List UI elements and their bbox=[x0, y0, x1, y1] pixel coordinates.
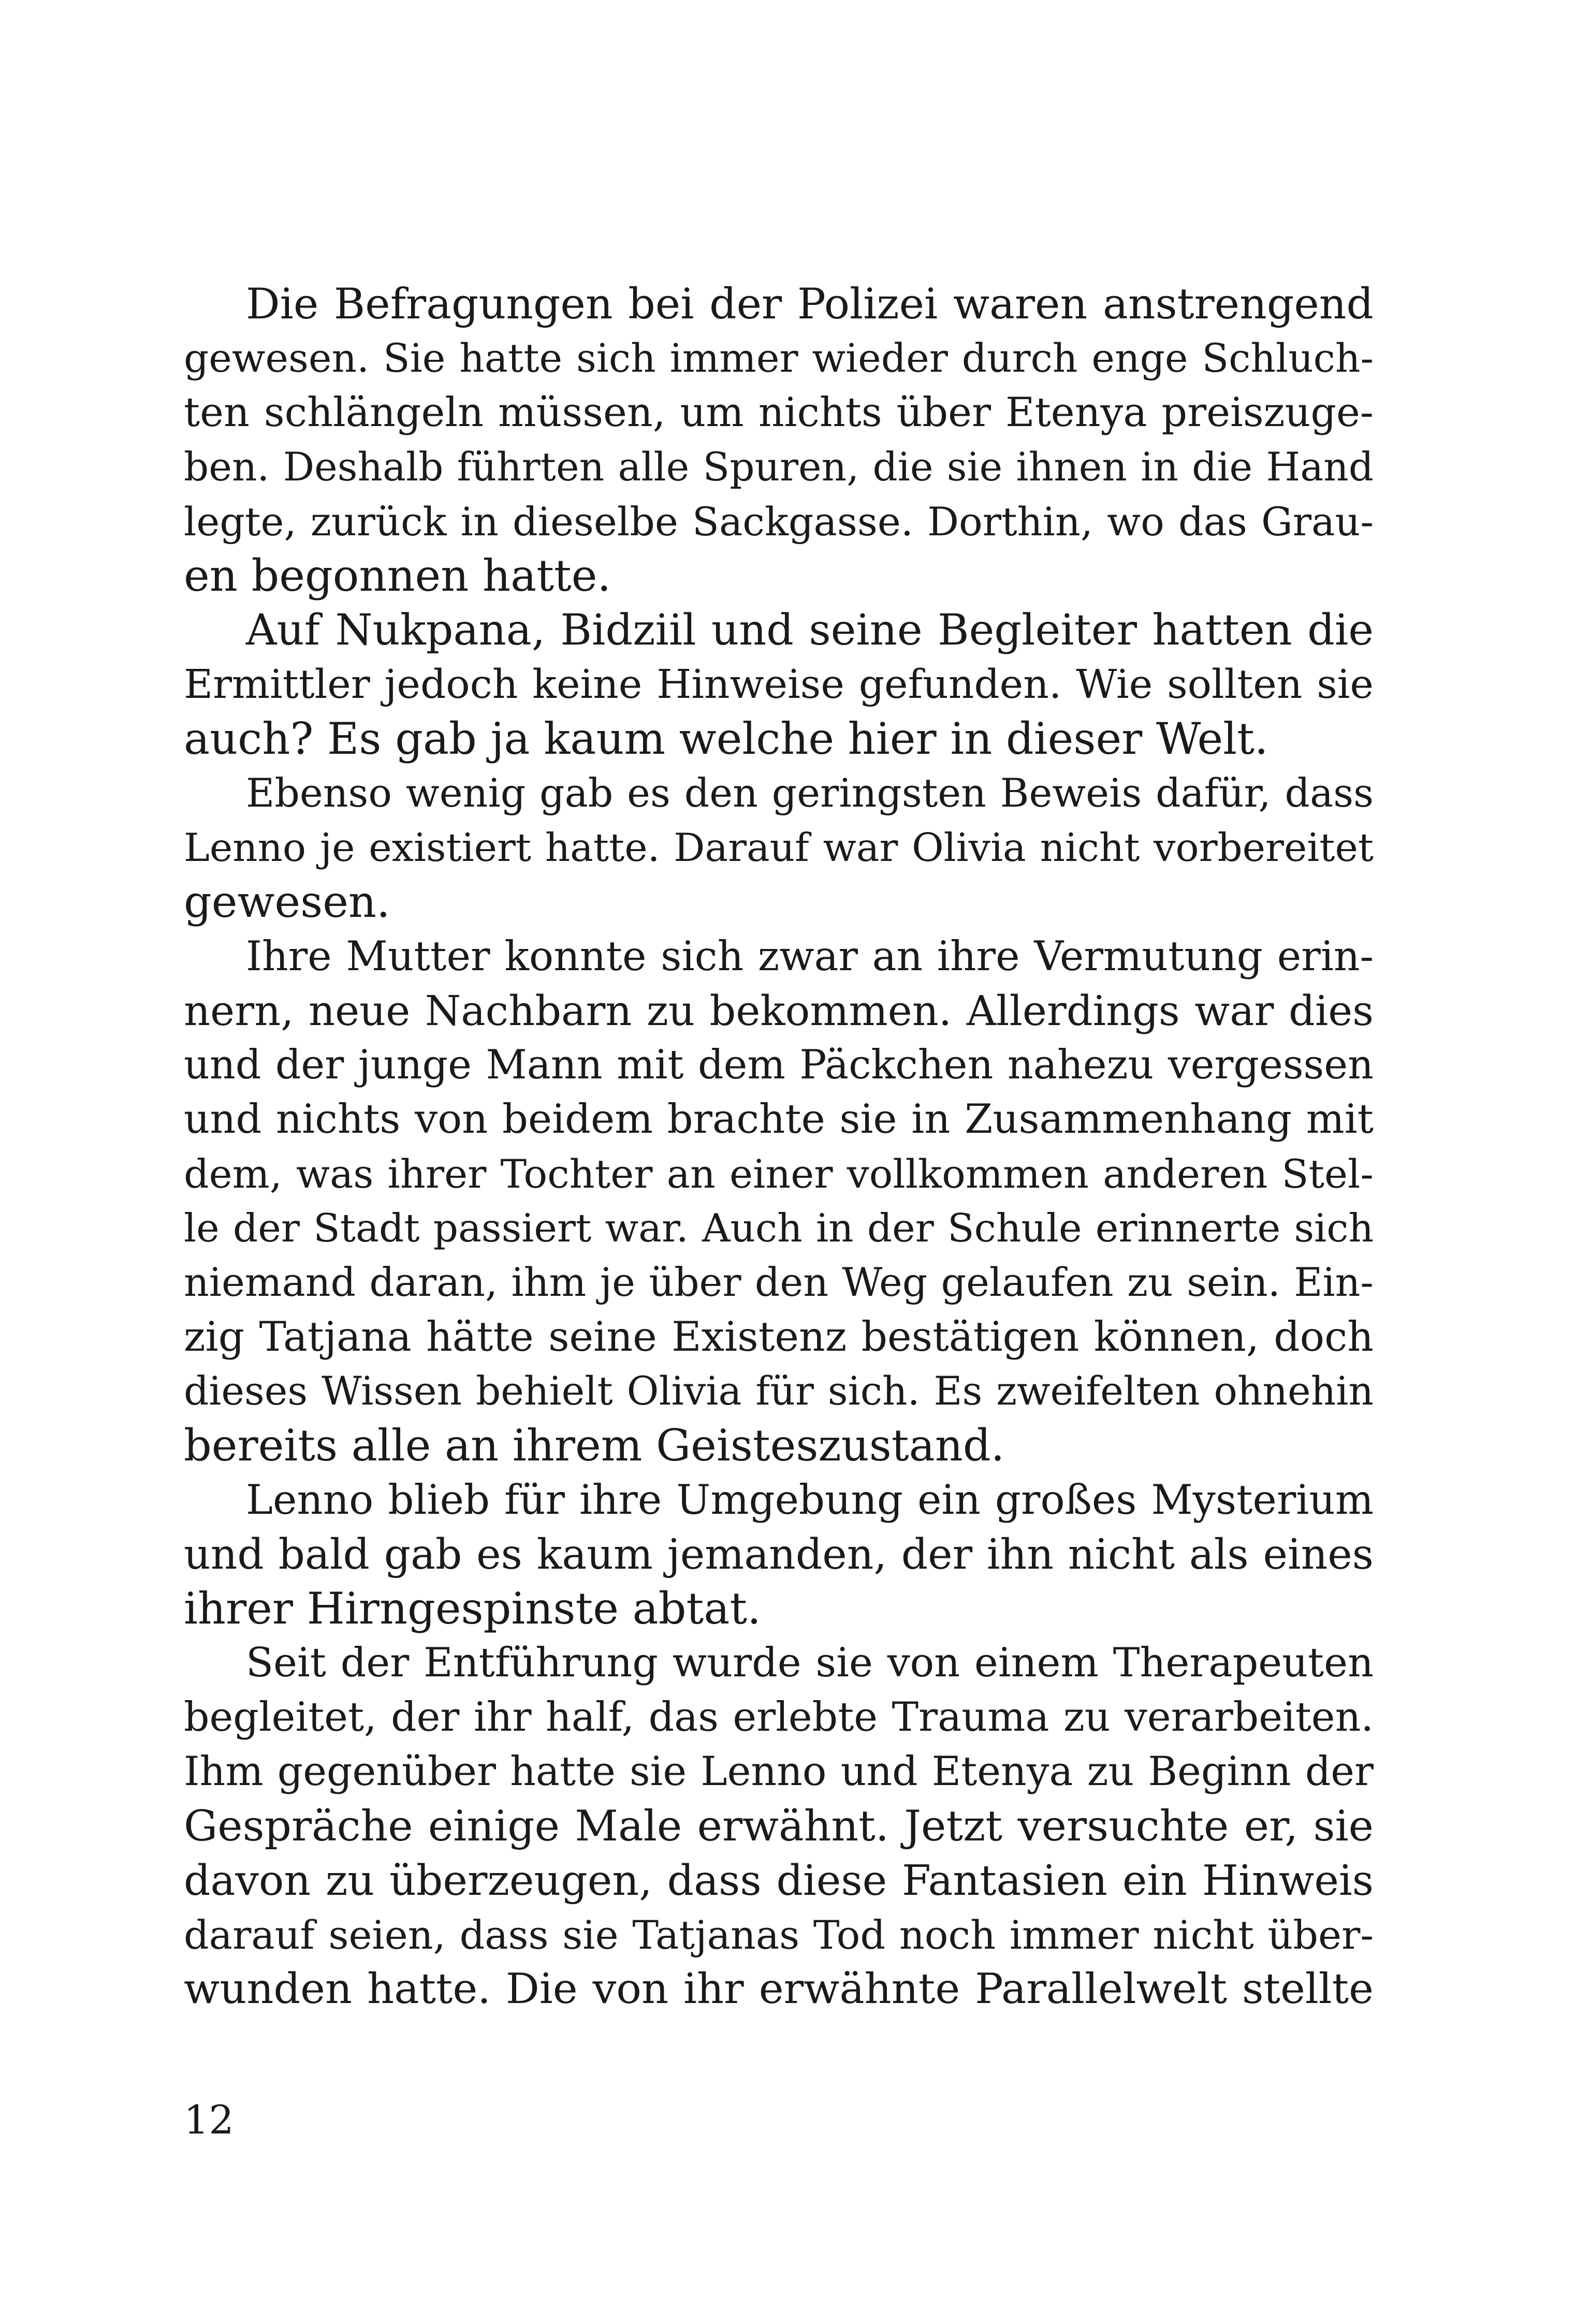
text-line: Lenno je existiert hatte. Darauf war Olivia nicht vorbereitet bbox=[184, 825, 1374, 870]
text-line: darauf seien, dass sie Tatjanas Tod noch immer nicht über- bbox=[184, 1912, 1374, 1958]
text-line: Die Befragungen bei der Polizei waren anstrengend bbox=[246, 280, 1374, 329]
body-text bbox=[184, 277, 1374, 2016]
text-line: und der junge Mann mit dem Päckchen nahezu vergessen bbox=[184, 1042, 1374, 1088]
text-line: legte, zurück in dieselbe Sackgasse. Dorthin, wo das Grau- bbox=[184, 499, 1374, 545]
text-line: Seit der Entführung wurde sie von einem Therapeuten bbox=[246, 1640, 1374, 1686]
text-line: Gespräche einige Male erwähnt. Jetzt versuchte er, sie bbox=[184, 1802, 1374, 1851]
text-line: en begonnen hatte. bbox=[184, 550, 611, 601]
text-line: gewesen. Sie hatte sich immer wieder durch enge Schluch- bbox=[184, 335, 1374, 381]
paragraph bbox=[184, 603, 1374, 766]
text-line: wunden hatte. Die von ihr erwähnte Parallelwelt stellte bbox=[184, 1965, 1374, 2013]
page-number: 12 bbox=[184, 2097, 234, 2143]
paragraph bbox=[184, 1473, 1374, 1636]
text-line: dem, was ihrer Tochter an einer vollkommen anderen Stel- bbox=[184, 1151, 1374, 1197]
text-line: Lenno blieb für ihre Umgebung ein großes Mysterium bbox=[246, 1477, 1374, 1524]
text-line: begleitet, der ihr half, das erlebte Trauma zu verarbeiten. bbox=[184, 1694, 1374, 1741]
text-line: Ihm gegenüber hatte sie Lenno und Etenya zu Beginn der bbox=[184, 1748, 1374, 1795]
text-line: dieses Wissen behielt Olivia für sich. Es zweifelten ohnehin bbox=[184, 1368, 1374, 1414]
text-line: zig Tatjana hätte seine Existenz bestätigen können, doch bbox=[184, 1313, 1374, 1361]
paragraph bbox=[184, 277, 1374, 603]
paragraph bbox=[184, 1636, 1374, 2016]
text-line: Auf Nukpana, Bidziil und seine Begleiter hatten die bbox=[246, 605, 1374, 655]
text-line: ben. Deshalb führten alle Spuren, die sie ihnen in die Hand bbox=[184, 444, 1374, 490]
text-line: Ihre Mutter konnte sich zwar an ihre Vermutung erin- bbox=[246, 932, 1374, 980]
text-line: auch? Es gab ja kaum welche hier in dieser Welt. bbox=[184, 713, 1268, 764]
text-line: davon zu überzeugen, dass diese Fantasien ein Hinweis bbox=[184, 1856, 1374, 1905]
text-line: und bald gab es kaum jemanden, der ihn nicht als eines bbox=[184, 1530, 1374, 1578]
paragraph bbox=[184, 766, 1374, 929]
text-line: ten schlängeln müssen, um nichts über Etenya preiszuge- bbox=[184, 389, 1374, 436]
text-line: Ermittler jedoch keine Hinweise gefunden. Wie sollten sie bbox=[184, 661, 1374, 708]
text-line: bereits alle an ihrem Geisteszustand. bbox=[184, 1420, 1005, 1471]
text-line: Ebenso wenig gab es den geringsten Beweis dafür, dass bbox=[246, 770, 1374, 816]
paragraph bbox=[184, 929, 1374, 1473]
text-line: nern, neue Nachbarn zu bekommen. Allerdings war dies bbox=[184, 987, 1374, 1035]
text-line: gewesen. bbox=[184, 876, 390, 927]
text-line: ihrer Hirngespinste abtat. bbox=[184, 1583, 761, 1634]
text-line: niemand daran, ihm je über den Weg gelaufen zu sein. Ein- bbox=[184, 1260, 1374, 1305]
text-line: und nichts von beidem brachte sie in Zusammenhang mit bbox=[184, 1096, 1374, 1143]
text-line: le der Stadt passiert war. Auch in der Schule erinnerte sich bbox=[184, 1205, 1374, 1251]
